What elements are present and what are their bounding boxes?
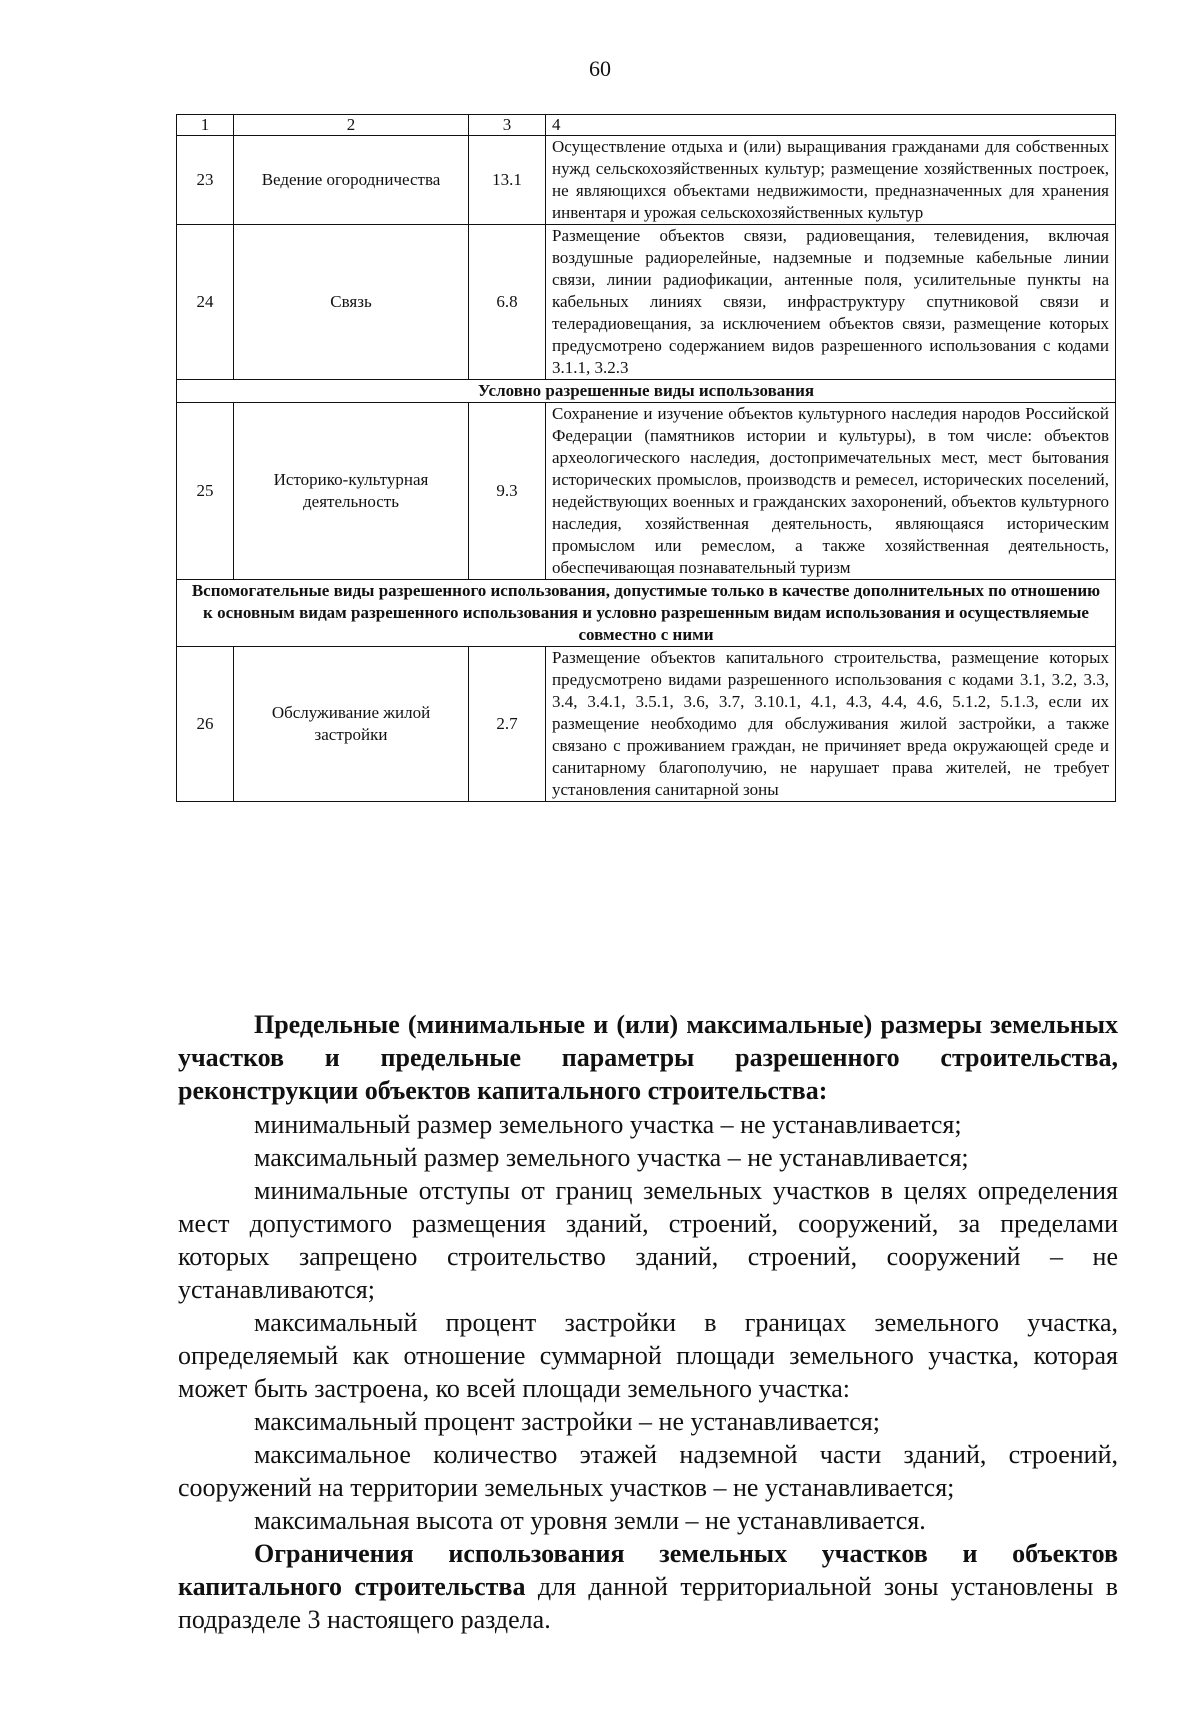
param-building-coverage-definition: максимальный процент застройки в границах земельного участка, определяемый как отношение суммарной площади земельного участка, которая может быть застроена, ко всей площади земельного участка: [178,1308,1118,1403]
use-type-name: Ведение огородничества [234,136,469,225]
use-type-description: Сохранение и изучение объектов культурного наследия народов Российской Федерации (памятников истории и культуры), в том числе: объектов археологического наследия, достопримечательных мест, мест бытования исторических промыслов, производств и ремесел, исторических поселений, недействующих военных и гражданских захоронений, объектов культурного наследия, хозяйственная деятельность, являющаяся историческим промыслом или ремеслом, а также хозяйственная деятельность, обеспечивающая познавательный туризм [546,403,1116,580]
header-cell-4: 4 [546,115,1116,136]
use-type-code: 6.8 [469,225,546,380]
restrictions-bold-text: Ограничения использования земельных участков и объектов капитального строительства [178,1539,1118,1601]
parameters-heading: Предельные (минимальные и (или) максимальные) размеры земельных участков и предельные параметры разрешенного строительства, реконструкции объектов капитального строительства: [178,1010,1118,1105]
param-max-plot-size: максимальный размер земельного участка – не устанавливается; [254,1143,969,1172]
table-row [177,403,1116,580]
row-number: 23 [177,136,234,225]
param-min-plot-size: минимальный размер земельного участка – не устанавливается; [254,1110,962,1139]
table-row [177,647,1116,802]
row-number: 25 [177,403,234,580]
param-max-coverage: максимальный процент застройки – не устанавливается; [254,1407,880,1436]
restrictions-paragraph [178,1537,1118,1636]
use-type-code: 13.1 [469,136,546,225]
use-type-name: Связь [234,225,469,380]
use-type-code: 9.3 [469,403,546,580]
section-row-conditional [177,380,1116,403]
table-row [177,225,1116,380]
restrictions-rest-text: для данной территориальной зоны установлены в подразделе 3 настоящего раздела. [178,1572,1118,1634]
section-title-auxiliary: Вспомогательные виды разрешенного использования, допустимые только в качестве дополнительных по отношению к основным видам разрешенного использования и условно разрешенным видам использования и осуществляемые совместно с ними [177,580,1116,647]
use-type-name: Обслуживание жилой застройки [234,647,469,802]
page-number: 60 [589,56,611,81]
use-type-description: Размещение объектов связи, радиовещания, телевидения, включая воздушные радиорелейные, надземные и подземные кабельные линии связи, линии радиофикации, антенные поля, усилительные пункты на кабельных линиях связи, инфраструктуру спутниковой связи и телерадиовещания, за исключением объектов связи, размещение которых предусмотрено содержанием видов разрешенного использования с кодами 3.1.1, 3.2.3 [546,225,1116,380]
row-number: 26 [177,647,234,802]
use-type-description: Осуществление отдыха и (или) выращивания гражданами для собственных нужд сельскохозяйственных культур; размещение хозяйственных построек, не являющихся объектами недвижимости, предназначенных для хранения инвентаря и урожая сельскохозяйственных культур [546,136,1116,225]
param-max-height: максимальная высота от уровня земли – не устанавливается. [254,1506,926,1535]
table-row [177,136,1116,225]
land-use-table [176,114,1116,802]
table-header-row [177,115,1116,136]
row-number: 24 [177,225,234,380]
parameters-list [178,1108,1118,1636]
section-title-conditional: Условно разрешенные виды использования [177,380,1116,403]
header-cell-2: 2 [234,115,469,136]
param-max-floors: максимальное количество этажей надземной части зданий, строений, сооружений на территории земельных участков – не устанавливается; [178,1440,1118,1502]
use-type-code: 2.7 [469,647,546,802]
use-type-name: Историко-культурная деятельность [234,403,469,580]
section-row-auxiliary [177,580,1116,647]
use-type-description: Размещение объектов капитального строительства, размещение которых предусмотрено видами разрешенного использования с кодами 3.1, 3.2, 3.3, 3.4, 3.4.1, 3.5.1, 3.6, 3.7, 3.10.1, 4.1, 4.3, 4.4, 4.6, 5.1.2, 5.1.3, если их размещение необходимо для обслуживания жилой застройки, а также связано с проживанием граждан, не причиняет вреда окружающей среде и санитарному благополучию, не нарушает права жителей, не требует установления санитарной зоны [546,647,1116,802]
param-min-setbacks: минимальные отступы от границ земельных участков в целях определения мест допустимого размещения зданий, строений, сооружений, за пределами которых запрещено строительство зданий, строений, сооружений – не устанавливаются; [178,1176,1118,1304]
header-cell-3: 3 [469,115,546,136]
header-cell-1: 1 [177,115,234,136]
